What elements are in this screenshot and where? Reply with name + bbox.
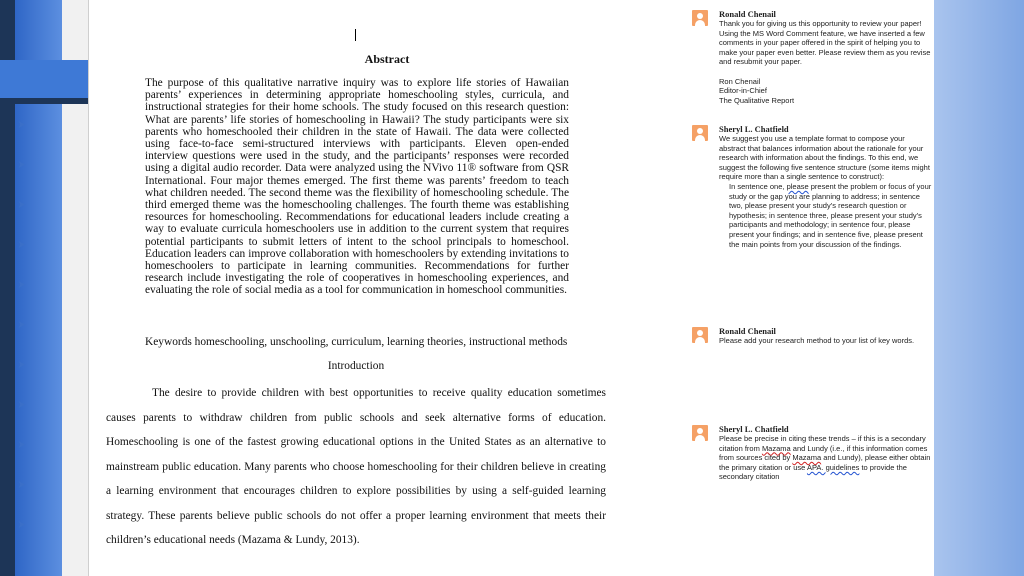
comment-body	[719, 434, 932, 482]
user-avatar-icon	[692, 425, 708, 441]
text-cursor	[355, 29, 356, 41]
comment-text: Thank you for giving us this opportunity to review your paper! Using the MS Word Comment feature, we have inserted a few comments in your paper offered in the spirit of helping you to make your paper even better. Please review them as you revise and resubmit your paper.	[719, 19, 931, 67]
arrow-icon: ➤	[17, 119, 26, 131]
arrow-icon: ➤	[17, 239, 26, 251]
document-page[interactable]	[88, 0, 686, 576]
introduction-text: The desire to provide children with best opportunities to receive quality education sometimes causes parents to withdraw children from public schools and seek alternative forms of education. Homeschooling is one of the fastest growing educational options in the United States as an alternative to mainstream public education. Many parents who choose homeschooling for their children believe in creating a learning environment that encourages children to explore possibilities by using a self-guided learning strategy. These parents believe public schools do not offer a proper learning environment that meets their children’s educational needs (Mazama & Lundy, 2013).	[106, 387, 606, 546]
signature-line: Ron Chenail	[719, 76, 761, 86]
abstract-paragraph[interactable]: The purpose of this qualitative narrative inquiry was to explore life stories of Hawaiian parents’ experiences in determining appropriate homeschooling styles, curricula, and instructional strategies for their home schools. The study focused on this research question: What are parents’ life stories of homeschooling in Hawaii? The study participants were six parents who homeschooled their children in the state of Hawaii. The data were collected using face-to-face semi-structured interviews with participants. Eleven open-ended interview questions were used in the study, and the participants’ responses were recorded using a digital audio recorder. Data were analyzed using the NVivo 11® software from QSR International. Four major themes emerged. The first theme was parents’ freedom to teach what children needed. The second theme was the flexibility of homeschooling schedule. The third emerged theme was the homeschooling challenges. The fourth theme was establishing resources for homeschooling. Recommendations for educational leaders include creating a way to evaluate curricula homeschoolers use in addition to the current system that requires potential participants to submit letters of intent to the school principals to homeschool. Education leaders can improve collaboration with homeschoolers by extending invitations to homeschoolers to participate in learning communities. Recommendations for further research include investigating the role of cooperatives in homeschooling experiences, and evaluating the role of social media as a tool for communication in homeschool communities.	[145, 77, 569, 297]
spelling-flag: Mazama	[792, 453, 822, 463]
comment-author: Sheryl L. Chatfield	[719, 424, 789, 434]
signature-line: The Qualitative Report	[719, 95, 795, 105]
abstract-heading: Abstract	[364, 52, 410, 66]
comment-author: Sheryl L. Chatfield	[719, 124, 789, 134]
arrow-icon: ➤	[17, 439, 26, 451]
comment-author: Ronald Chenail	[719, 9, 776, 19]
user-avatar-icon	[692, 327, 708, 343]
arrow-icon: ➤	[17, 199, 26, 211]
introduction-paragraph[interactable]	[106, 381, 606, 553]
comment-body	[719, 134, 932, 249]
comment-body	[719, 336, 932, 346]
arrow-icon: ➤	[17, 399, 26, 411]
spelling-flag: Mazama	[761, 443, 791, 453]
grammar-flag: please	[786, 181, 809, 191]
arrow-icon: ➤	[17, 519, 26, 531]
signature-line: Editor-in-Chief	[719, 86, 767, 96]
slide-tab-underline	[0, 98, 88, 104]
comment-text: Please add your research method to your list of key words.	[719, 336, 915, 345]
introduction-heading: Introduction	[327, 360, 385, 372]
slide-right-band	[934, 0, 1024, 576]
arrow-icon: ➤	[17, 319, 26, 331]
comment-author: Ronald Chenail	[719, 326, 776, 336]
user-avatar-icon	[692, 10, 708, 26]
comment-text: Please be precise in citing these trends – if this is a secondary citation from Mazama and Lundy (i.e., if this information comes from sources cited by Mazama and Lundy), please either obtain the primary citation or use APA. guidelines to provide the secondary citation	[719, 434, 931, 482]
user-avatar-icon	[692, 125, 708, 141]
keywords-line[interactable]: Keywords homeschooling, unschooling, curriculum, learning theories, instructional methods	[145, 336, 568, 348]
comment-detail: In sentence one, please present the problem or focus of your study or the gap you are planning to address; in sentence two, please present your study’s research question or hypothesis; in sentence three, please present your study’s participants and methodology; in sentence four, please present your findings; and in sentence five, please present the main points from your discussion of the findings.	[729, 181, 932, 249]
comment-body	[719, 19, 932, 105]
grammar-flag: APA. guidelines	[806, 462, 860, 472]
arrow-icon: ➤	[17, 359, 26, 371]
arrow-icon: ➤	[17, 279, 26, 291]
comments-pane	[685, 0, 934, 576]
comment-text: We suggest you use a template format to compose your abstract that balances information about the rationale for your research with information about the findings. To this end, we suggest the following five sentence structure (some items might require more than a single sentence to construct):	[719, 134, 930, 182]
slide-title-tab	[0, 60, 88, 98]
arrow-icon: ➤	[17, 159, 26, 171]
arrow-icon: ➤	[17, 479, 26, 491]
